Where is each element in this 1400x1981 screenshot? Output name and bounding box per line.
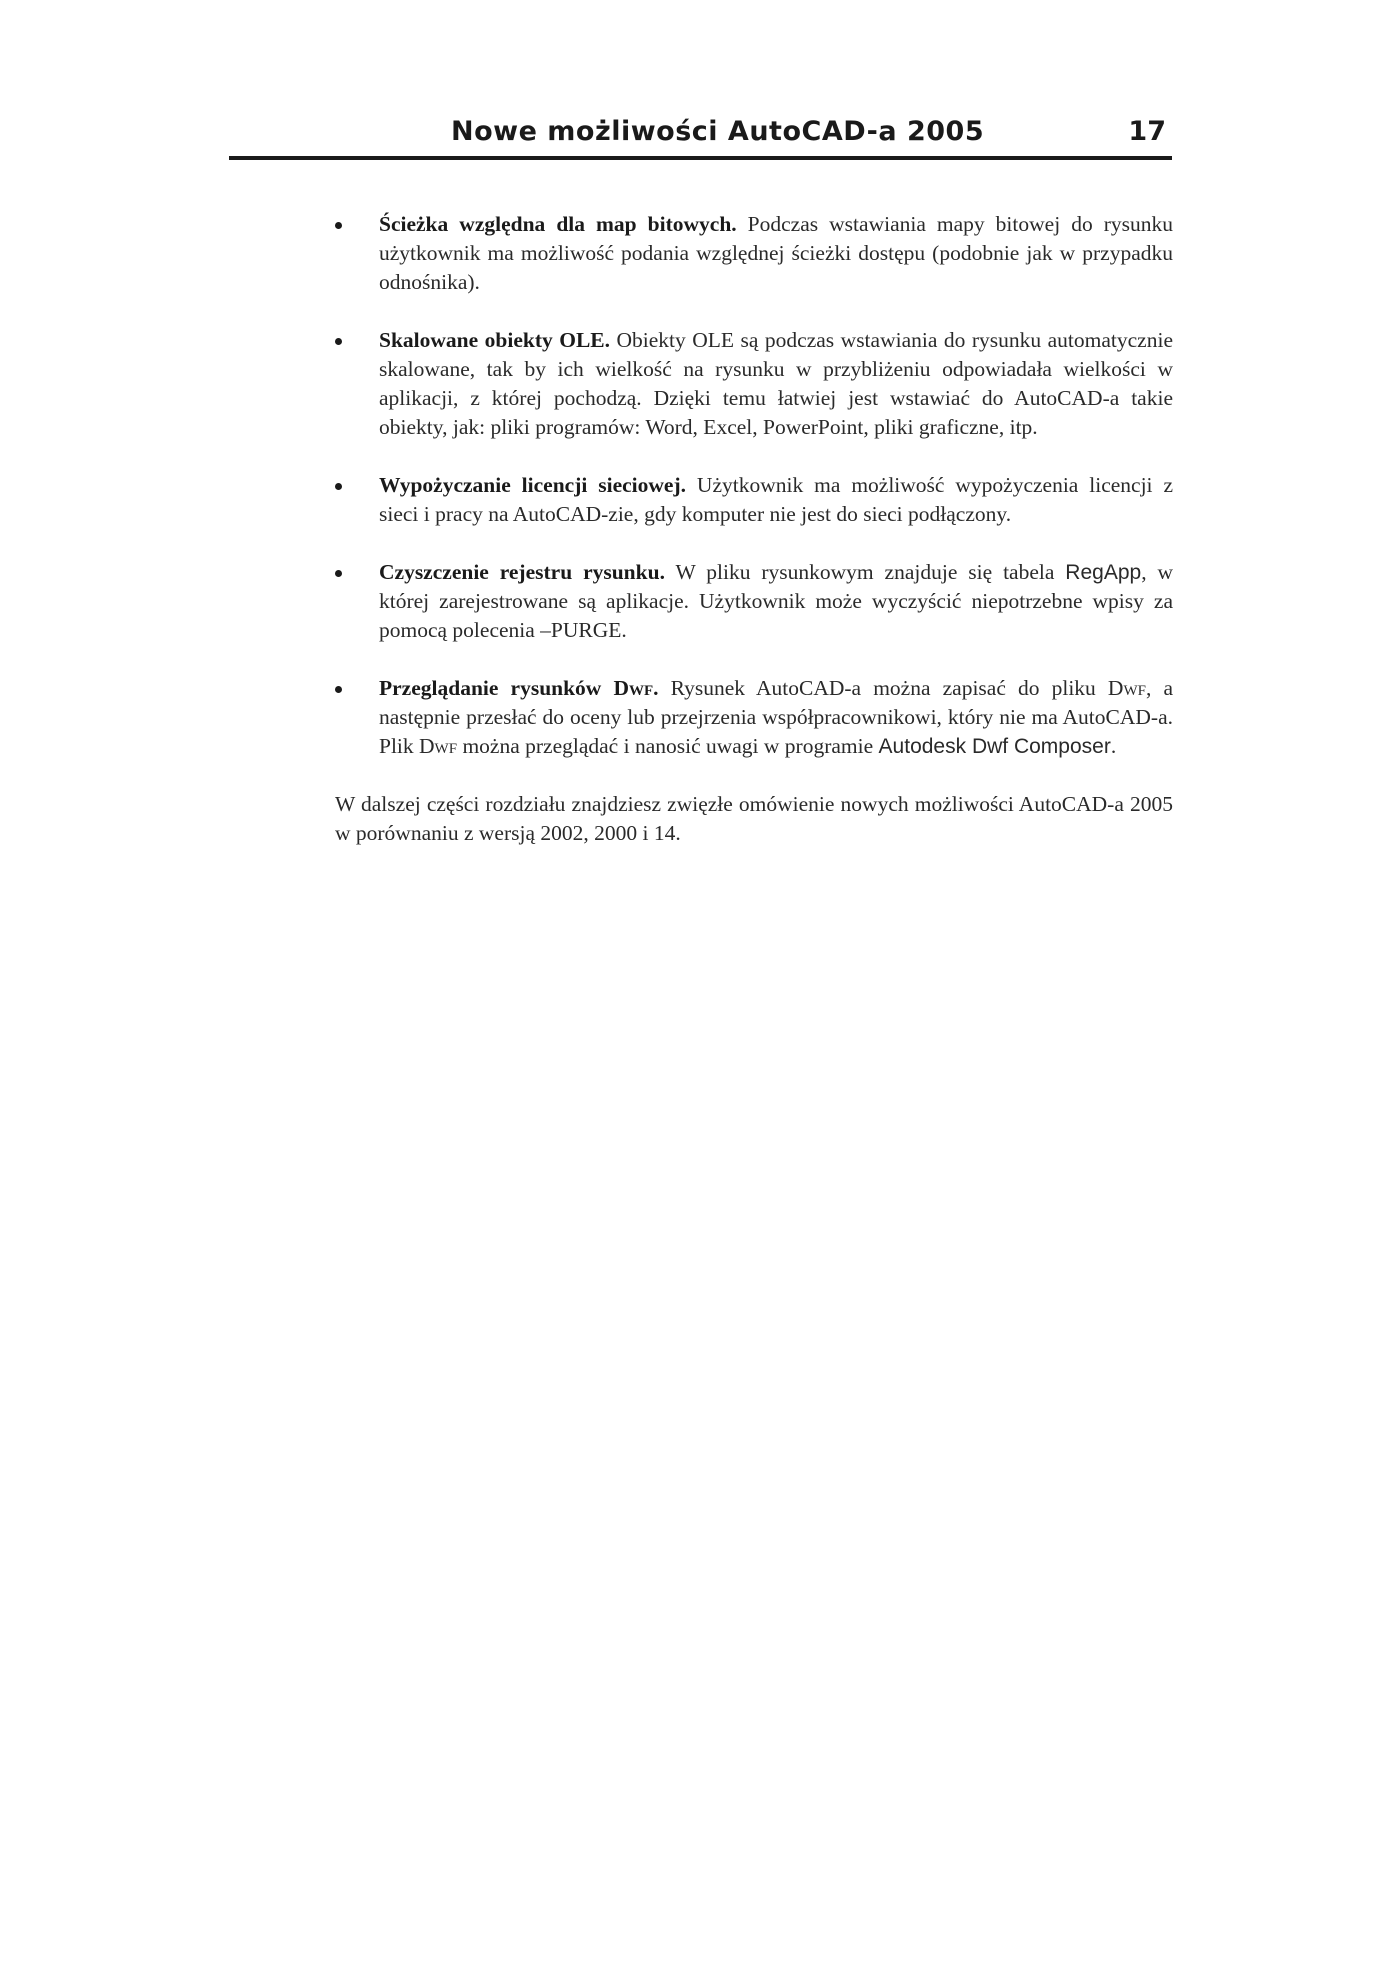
item-text: można przeglądać i nanosić uwagi w programie — [457, 734, 879, 758]
bullet-icon — [335, 570, 342, 577]
header-rule — [229, 156, 1172, 160]
item-term-end: . — [653, 676, 659, 700]
item-text: Użytkownik ma możliwość wypożyczenia licencji z sieci i pracy na AutoCAD-zie, gdy komputer nie jest do sieci podłączony. — [379, 473, 1173, 526]
list-item — [335, 471, 1173, 529]
list-item — [335, 210, 1173, 297]
bullet-icon — [335, 338, 342, 345]
closing-paragraph: W dalszej części rozdziału znajdziesz zwięzłe omówienie nowych możliwości AutoCAD-a 2005 w porównaniu z wersją 2002, 2000 i 14. — [335, 792, 1173, 845]
bullet-icon — [335, 222, 342, 229]
item-text: , a następnie przesłać do oceny lub przejrzenia współpracownikowi, który nie ma AutoCAD-a. Plik — [379, 676, 1173, 758]
table-name: RegApp — [1065, 561, 1142, 584]
item-text: Obiekty OLE są podczas wstawiania do rysunku automatycznie skalowane, tak by ich wielkość na rysunku w przybliżeniu odpowiadała wielkości w aplikacji, z której pochodzą. Dzięki temu łatwiej jest wstawiać do AutoCAD-a takie obiekty, jak: pliki programów: Word, Excel, PowerPoint, pliki graficzne, itp. — [379, 328, 1173, 439]
running-header — [229, 116, 1172, 158]
item-text: , w której zarejestrowane są aplikacje. Użytkownik może wyczyścić niepotrzebne wpisy za pomocą polecenia –PURGE. — [379, 560, 1173, 642]
item-term: Skalowane obiekty OLE — [379, 328, 605, 352]
item-text: Podczas wstawiania mapy bitowej do rysunku użytkownik ma możliwość podania względnej ścieżki dostępu (podobnie jak w przypadku odnośnika). — [379, 212, 1173, 294]
item-term-end: . — [659, 560, 665, 584]
item-term: Wypożyczanie licencji sieciowej — [379, 473, 681, 497]
feature-list — [335, 210, 1173, 761]
file-format: Dwf — [419, 734, 458, 758]
page-number: 17 — [1128, 116, 1166, 147]
page-body — [335, 210, 1173, 848]
program-name: Autodesk Dwf Composer — [878, 735, 1111, 758]
item-term: Ścieżka względna dla map bitowych — [379, 212, 732, 236]
running-title: Nowe możliwości AutoCAD-a 2005 — [451, 116, 985, 147]
bullet-icon — [335, 483, 342, 490]
item-term: Czyszczenie rejestru rysunku — [379, 560, 660, 584]
item-term-format: Dwf — [613, 676, 654, 700]
list-item — [335, 674, 1173, 761]
item-term-end: . — [680, 473, 687, 497]
item-term-end: . — [731, 212, 737, 236]
item-text: Rysunek AutoCAD-a można zapisać do pliku — [658, 676, 1108, 700]
item-term: Przeglądanie rysunków — [379, 676, 614, 700]
item-term-end: . — [604, 328, 611, 352]
list-item — [335, 558, 1173, 645]
bullet-icon — [335, 686, 342, 693]
item-text: . — [1110, 734, 1117, 758]
file-format: Dwf — [1107, 676, 1146, 700]
list-item — [335, 326, 1173, 442]
item-text: W pliku rysunkowym znajduje się tabela — [664, 560, 1066, 584]
